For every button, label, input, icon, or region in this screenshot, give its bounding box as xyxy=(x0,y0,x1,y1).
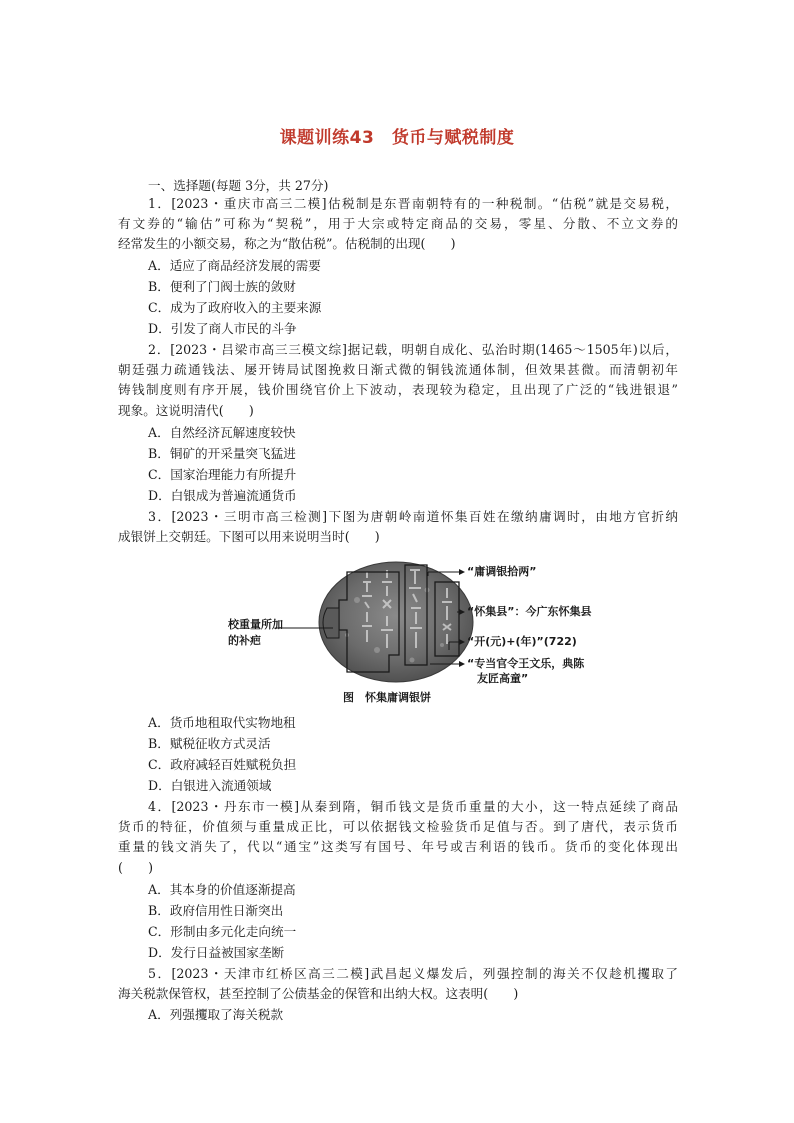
q2-option-b: B．铜矿的开采量突飞猛进 xyxy=(148,446,296,461)
patch-label-line-1: 校重量所加 xyxy=(228,618,283,631)
q3-stem-line-1: 3．[2023・三明市高三检测]下图为唐朝岭南道怀集百姓在缴纳庸调时，由地方官折纳 xyxy=(148,509,678,524)
q5-stem-line-1: 5．[2023・天津市红桥区高三二模]武昌起义爆发后，列强控制的海关不仅趁机攫取了 xyxy=(148,966,678,981)
q1-stem-line-1: 1．[2023・重庆市高三二模]估税制是东晋南朝特有的一种税制。“估税”就是交易税， xyxy=(148,196,678,211)
silver-cake-figure xyxy=(225,560,605,710)
q3-option-a: A．货币地租取代实物地租 xyxy=(148,715,296,730)
q4-option-a: A．其本身的价值逐渐提高 xyxy=(148,882,296,897)
q2-option-a: A．自然经济瓦解速度较快 xyxy=(148,425,296,440)
q1-option-d: D．引发了商人市民的斗争 xyxy=(148,321,297,336)
q2-stem-line-3: 铸钱制度则有序开展，钱价围绕官价上下波动，表现较为稳定，且出现了广泛的“钱进银退” xyxy=(118,382,678,397)
callout-officials-line-1: “专当官令王文乐，典陈 xyxy=(467,657,585,670)
figure-caption: 图 怀集庸调银饼 xyxy=(343,691,431,704)
q4-stem-line-3: 重量的钱文消失了，代以“通宝”这类写有国号、年号或吉利语的钱币。货币的变化体现出 xyxy=(118,839,678,854)
q4-stem-line-2: 货币的特征，价值须与重量成正比，可以依据钱文检验货币足值与否。到了唐代，表示货币 xyxy=(118,819,678,834)
q4-stem-line-1: 4．[2023・丹东市一模]从秦到隋，铜币钱文是货币重量的大小，这一特点延续了商品 xyxy=(148,799,678,814)
q3-stem-line-2: 成银饼上交朝廷。下图可以用来说明当时( ) xyxy=(118,529,380,544)
q4-option-b: B．政府信用性日渐突出 xyxy=(148,903,284,918)
q1-option-b: B．便利了门阀士族的敛财 xyxy=(148,279,296,294)
q1-option-a: A．适应了商品经济发展的需要 xyxy=(148,258,321,273)
q3-option-b: B．赋税征收方式灵活 xyxy=(148,736,271,751)
q1-option-c: C．成为了政府收入的主要来源 xyxy=(148,300,322,315)
q5-option-a: A．列强攫取了海关税款 xyxy=(148,1007,284,1022)
section-heading: 一、选择题(每题 3分，共 27分) xyxy=(148,178,329,193)
q2-option-c: C．国家治理能力有所提升 xyxy=(148,467,297,482)
patch-label-line-2: 的补疤 xyxy=(228,634,261,647)
q2-stem-line-1: 2．[2023・吕梁市高三三模文综]据记载，明朝自成化、弘治时期(1465～1505年)以后， xyxy=(148,342,678,357)
callout-kaiyuan-year: “开(元)+(年)”(722) xyxy=(467,635,577,648)
q3-option-d: D．白银进入流通领域 xyxy=(148,778,272,793)
callout-yongdiao-silver: “庸调银拾两” xyxy=(467,565,537,578)
callout-officials-line-2: 友匠高童” xyxy=(477,672,529,685)
q1-stem-line-2: 有文券的“输估”可称为“契税”，用于大宗或特定商品的交易，零星、分散、不立文券的 xyxy=(118,216,678,231)
q4-stem-line-4: ( ) xyxy=(118,860,154,875)
callout-huaiji-county: “怀集县”：今广东怀集县 xyxy=(467,605,592,618)
q4-option-c: C．形制由多元化走向统一 xyxy=(148,924,297,939)
q2-stem-line-4: 现象。这说明清代( ) xyxy=(118,403,254,418)
q2-stem-line-2: 朝廷强力疏通钱法、屡开铸局试图挽救日渐式微的铜钱流通体制，但效果甚微。而清朝初年 xyxy=(118,362,678,377)
q3-option-c: C．政府减轻百姓赋税负担 xyxy=(148,757,297,772)
q2-option-d: D．白银成为普遍流通货币 xyxy=(148,488,297,503)
q1-stem-line-3: 经常发生的小额交易，称之为“散估税”。估税制的出现( ) xyxy=(118,236,456,251)
q5-stem-line-2: 海关税款保管权，甚至控制了公债基金的保管和出纳大权。这表明( ) xyxy=(118,986,519,1001)
page-title: 课题训练43 货币与赋税制度 xyxy=(279,128,515,148)
q4-option-d: D．发行日益被国家垄断 xyxy=(148,945,285,960)
